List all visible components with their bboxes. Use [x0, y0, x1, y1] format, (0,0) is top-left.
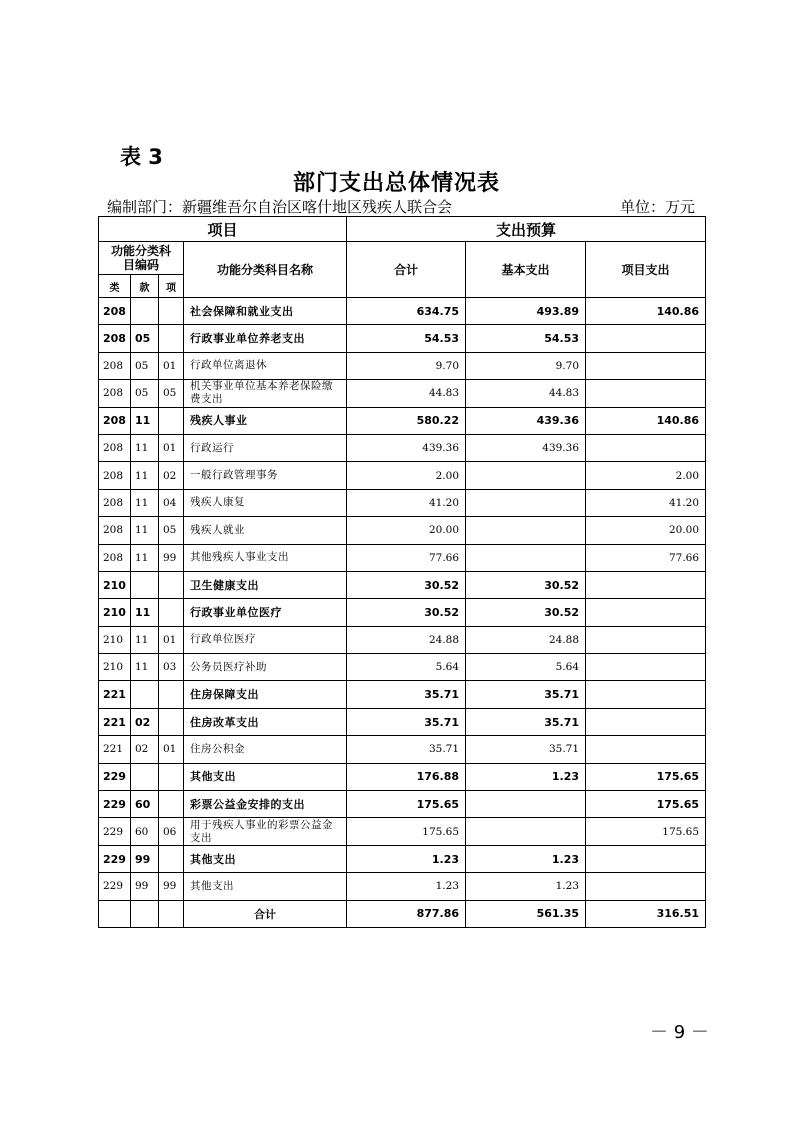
cell-xiang: 01 — [159, 434, 184, 461]
cell-total: 35.71 — [347, 736, 466, 763]
cell-kuan: 11 — [131, 489, 159, 516]
cell-basic: 30.52 — [466, 599, 586, 626]
total-amount: 877.86 — [347, 900, 466, 927]
department-label: 编制部门：新疆维吾尔自治区喀什地区残疾人联合会 — [107, 198, 453, 216]
cell-kuan: 05 — [131, 325, 159, 352]
cell-project — [586, 681, 706, 708]
cell-kuan — [131, 298, 159, 325]
table-row — [99, 708, 706, 735]
cell-lei: 221 — [99, 681, 131, 708]
cell-lei: 208 — [99, 434, 131, 461]
cell-lei: 208 — [99, 544, 131, 571]
page-title: 部门支出总体情况表 — [292, 171, 500, 196]
table-row — [99, 352, 706, 379]
cell-kuan: 11 — [131, 517, 159, 544]
cell-xiang: 99 — [159, 544, 184, 571]
cell-xiang — [159, 407, 184, 434]
cell-kuan: 11 — [131, 654, 159, 681]
cell-total: 1.23 — [347, 873, 466, 900]
cell-total: 175.65 — [347, 818, 466, 845]
header-budget: 支出预算 — [347, 217, 706, 242]
cell-name: 其他支出 — [184, 873, 347, 900]
cell-project — [586, 873, 706, 900]
cell-project: 2.00 — [586, 462, 706, 489]
cell-lei: 208 — [99, 489, 131, 516]
cell-basic: 35.71 — [466, 708, 586, 735]
cell-total: 35.71 — [347, 681, 466, 708]
cell-project: 140.86 — [586, 298, 706, 325]
table-row — [99, 298, 706, 325]
cell-basic: 44.83 — [466, 380, 586, 407]
cell-kuan: 05 — [131, 352, 159, 379]
table-row — [99, 818, 706, 845]
cell-lei: 208 — [99, 298, 131, 325]
cell-lei: 229 — [99, 763, 131, 790]
cell-basic: 35.71 — [466, 736, 586, 763]
cell-total: 30.52 — [347, 571, 466, 598]
cell-name: 住房公积金 — [184, 736, 347, 763]
cell-kuan: 11 — [131, 599, 159, 626]
header-xiang: 项 — [159, 275, 184, 298]
table-row — [99, 571, 706, 598]
header-basic: 基本支出 — [466, 242, 586, 298]
cell-xiang: 01 — [159, 626, 184, 653]
cell-name: 残疾人事业 — [184, 407, 347, 434]
page-number: － 9 － — [650, 1022, 709, 1043]
cell-name: 其他支出 — [184, 845, 347, 872]
cell-name: 残疾人康复 — [184, 489, 347, 516]
cell-total: 1.23 — [347, 845, 466, 872]
cell-project — [586, 626, 706, 653]
cell-kuan — [131, 571, 159, 598]
cell-kuan: 60 — [131, 791, 159, 818]
cell-basic — [466, 517, 586, 544]
table-label: 表 3 — [120, 145, 163, 169]
cell-project: 41.20 — [586, 489, 706, 516]
cell-lei: 208 — [99, 462, 131, 489]
cell-kuan: 11 — [131, 544, 159, 571]
cell-lei: 210 — [99, 626, 131, 653]
cell-lei: 208 — [99, 380, 131, 407]
table-row — [99, 736, 706, 763]
table-row — [99, 544, 706, 571]
cell-name: 其他残疾人事业支出 — [184, 544, 347, 571]
cell-total: 175.65 — [347, 791, 466, 818]
cell-basic: 54.53 — [466, 325, 586, 352]
cell-total: 77.66 — [347, 544, 466, 571]
cell-project: 20.00 — [586, 517, 706, 544]
cell-name: 行政事业单位养老支出 — [184, 325, 347, 352]
cell-kuan — [131, 681, 159, 708]
cell-lei: 208 — [99, 517, 131, 544]
expenditure-table — [98, 216, 706, 928]
total-basic: 561.35 — [466, 900, 586, 927]
cell-basic — [466, 818, 586, 845]
cell-basic — [466, 462, 586, 489]
header-lei: 类 — [99, 275, 131, 298]
header-code: 功能分类科目编码 — [99, 242, 184, 275]
cell-total: 634.75 — [347, 298, 466, 325]
cell-kuan: 11 — [131, 434, 159, 461]
cell-name: 一般行政管理事务 — [184, 462, 347, 489]
cell-basic: 439.36 — [466, 434, 586, 461]
cell-total: 41.20 — [347, 489, 466, 516]
cell-xiang: 04 — [159, 489, 184, 516]
table-row — [99, 791, 706, 818]
table-row — [99, 407, 706, 434]
cell-xiang: 05 — [159, 380, 184, 407]
cell-xiang — [159, 845, 184, 872]
cell-kuan: 99 — [131, 845, 159, 872]
cell-xiang — [159, 763, 184, 790]
table-body — [99, 298, 706, 901]
cell-kuan: 11 — [131, 626, 159, 653]
cell-xiang — [159, 791, 184, 818]
cell-project: 175.65 — [586, 791, 706, 818]
cell-xiang — [159, 708, 184, 735]
cell-project: 175.65 — [586, 763, 706, 790]
cell-lei: 229 — [99, 873, 131, 900]
cell-lei: 208 — [99, 325, 131, 352]
cell-basic: 5.64 — [466, 654, 586, 681]
cell-kuan: 02 — [131, 736, 159, 763]
cell-project: 77.66 — [586, 544, 706, 571]
cell-total: 176.88 — [347, 763, 466, 790]
cell-total: 439.36 — [347, 434, 466, 461]
total-project: 316.51 — [586, 900, 706, 927]
cell-lei: 229 — [99, 818, 131, 845]
cell-name: 行政事业单位医疗 — [184, 599, 347, 626]
cell-basic: 24.88 — [466, 626, 586, 653]
table-row — [99, 599, 706, 626]
table-row — [99, 462, 706, 489]
cell-xiang — [159, 681, 184, 708]
cell-total: 44.83 — [347, 380, 466, 407]
cell-lei: 229 — [99, 845, 131, 872]
cell-project — [586, 736, 706, 763]
cell-name: 社会保障和就业支出 — [184, 298, 347, 325]
cell-project — [586, 708, 706, 735]
cell-basic: 1.23 — [466, 845, 586, 872]
cell-total: 30.52 — [347, 599, 466, 626]
cell-total: 24.88 — [347, 626, 466, 653]
cell-name: 彩票公益金安排的支出 — [184, 791, 347, 818]
cell-basic: 35.71 — [466, 681, 586, 708]
cell-total: 9.70 — [347, 352, 466, 379]
cell-basic — [466, 791, 586, 818]
cell-project — [586, 352, 706, 379]
cell-basic: 439.36 — [466, 407, 586, 434]
table-row — [99, 845, 706, 872]
cell-basic — [466, 489, 586, 516]
cell-name: 住房改革支出 — [184, 708, 347, 735]
cell-xiang: 99 — [159, 873, 184, 900]
cell-lei: 208 — [99, 407, 131, 434]
cell-basic: 30.52 — [466, 571, 586, 598]
cell-xiang: 06 — [159, 818, 184, 845]
cell-total: 54.53 — [347, 325, 466, 352]
cell-kuan: 99 — [131, 873, 159, 900]
table-row — [99, 380, 706, 407]
cell-basic: 9.70 — [466, 352, 586, 379]
cell-lei: 221 — [99, 736, 131, 763]
cell-name: 机关事业单位基本养老保险缴费支出 — [184, 380, 347, 407]
cell-xiang: 03 — [159, 654, 184, 681]
table-row — [99, 763, 706, 790]
cell-total: 580.22 — [347, 407, 466, 434]
cell-name: 行政单位离退休 — [184, 352, 347, 379]
header-total: 合计 — [347, 242, 466, 298]
cell-total: 20.00 — [347, 517, 466, 544]
cell-kuan: 05 — [131, 380, 159, 407]
cell-name: 行政运行 — [184, 434, 347, 461]
unit-label: 单位：万元 — [620, 198, 696, 216]
header-name: 功能分类科目名称 — [184, 242, 347, 298]
cell-kuan: 02 — [131, 708, 159, 735]
cell-project: 140.86 — [586, 407, 706, 434]
table-row — [99, 873, 706, 900]
cell-name: 住房保障支出 — [184, 681, 347, 708]
cell-lei: 210 — [99, 654, 131, 681]
table-row — [99, 626, 706, 653]
cell-basic: 493.89 — [466, 298, 586, 325]
cell-basic: 1.23 — [466, 873, 586, 900]
cell-project — [586, 571, 706, 598]
cell-name: 卫生健康支出 — [184, 571, 347, 598]
cell-xiang — [159, 298, 184, 325]
cell-kuan: 60 — [131, 818, 159, 845]
cell-xiang: 02 — [159, 462, 184, 489]
cell-project — [586, 599, 706, 626]
cell-project — [586, 434, 706, 461]
total-row — [99, 900, 706, 927]
cell-kuan: 11 — [131, 407, 159, 434]
cell-basic — [466, 544, 586, 571]
cell-project — [586, 654, 706, 681]
cell-lei: 229 — [99, 791, 131, 818]
cell-total: 5.64 — [347, 654, 466, 681]
cell-kuan: 11 — [131, 462, 159, 489]
cell-project — [586, 380, 706, 407]
cell-project: 175.65 — [586, 818, 706, 845]
cell-name: 其他支出 — [184, 763, 347, 790]
cell-name: 公务员医疗补助 — [184, 654, 347, 681]
cell-lei: 210 — [99, 599, 131, 626]
cell-project — [586, 325, 706, 352]
table-row — [99, 517, 706, 544]
cell-xiang — [159, 599, 184, 626]
cell-total: 35.71 — [347, 708, 466, 735]
header-kuan: 款 — [131, 275, 159, 298]
cell-xiang: 05 — [159, 517, 184, 544]
table-row — [99, 489, 706, 516]
cell-name: 用于残疾人事业的彩票公益金支出 — [184, 818, 347, 845]
header-project: 项目支出 — [586, 242, 706, 298]
table-row — [99, 654, 706, 681]
cell-name: 行政单位医疗 — [184, 626, 347, 653]
cell-lei: 221 — [99, 708, 131, 735]
cell-xiang: 01 — [159, 352, 184, 379]
header-item: 项目 — [99, 217, 347, 242]
cell-lei: 210 — [99, 571, 131, 598]
cell-total: 2.00 — [347, 462, 466, 489]
total-label: 合计 — [184, 900, 347, 927]
cell-xiang — [159, 325, 184, 352]
table-row — [99, 325, 706, 352]
cell-xiang — [159, 571, 184, 598]
cell-lei: 208 — [99, 352, 131, 379]
cell-xiang: 01 — [159, 736, 184, 763]
cell-basic: 1.23 — [466, 763, 586, 790]
table-row — [99, 434, 706, 461]
cell-kuan — [131, 763, 159, 790]
cell-name: 残疾人就业 — [184, 517, 347, 544]
table-row — [99, 681, 706, 708]
cell-project — [586, 845, 706, 872]
